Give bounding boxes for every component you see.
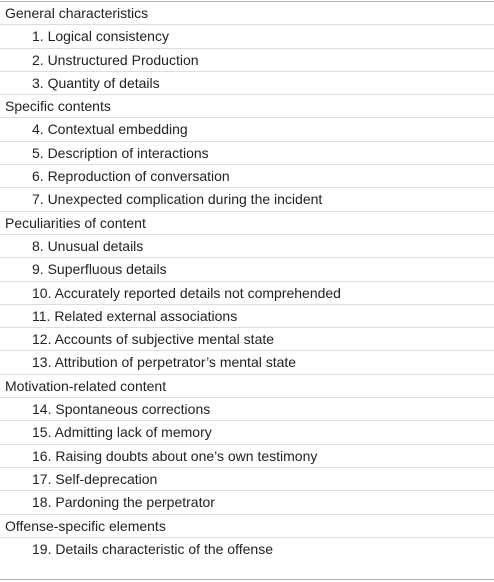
criterion-row: 4. Contextual embedding: [0, 118, 494, 141]
table-body: [0, 2, 494, 561]
criterion-row: 9. Superfluous details: [0, 258, 494, 281]
section-heading: Specific contents: [0, 95, 494, 118]
criterion-row: 10. Accurately reported details not comprehended: [0, 282, 494, 305]
criterion-row: 13. Attribution of perpetrator’s mental state: [0, 351, 494, 374]
criterion-row: 5. Description of interactions: [0, 142, 494, 165]
criterion-row: 7. Unexpected complication during the incident: [0, 188, 494, 211]
criterion-row: 16. Raising doubts about one’s own testimony: [0, 445, 494, 468]
criterion-row: 15. Admitting lack of memory: [0, 421, 494, 444]
section-heading: Motivation-related content: [0, 375, 494, 398]
criterion-row: 14. Spontaneous corrections: [0, 398, 494, 421]
criterion-row: 6. Reproduction of conversation: [0, 165, 494, 188]
criterion-row: 17. Self-deprecation: [0, 468, 494, 491]
section-heading: Offense-specific elements: [0, 515, 494, 538]
criterion-row: 19. Details characteristic of the offense: [32, 540, 273, 557]
criterion-row: 11. Related external associations: [0, 305, 494, 328]
criterion-row: 18. Pardoning the perpetrator: [0, 491, 494, 514]
section-heading: General characteristics: [0, 2, 494, 25]
section-heading: Peculiarities of content: [0, 212, 494, 235]
criterion-row: 1. Logical consistency: [0, 25, 494, 48]
table-bottom-rule: [0, 579, 494, 580]
criterion-row: 8. Unusual details: [0, 235, 494, 258]
criterion-row: 2. Unstructured Production: [0, 49, 494, 72]
criterion-row: 3. Quantity of details: [0, 72, 494, 95]
criterion-row: 12. Accounts of subjective mental state: [0, 328, 494, 351]
